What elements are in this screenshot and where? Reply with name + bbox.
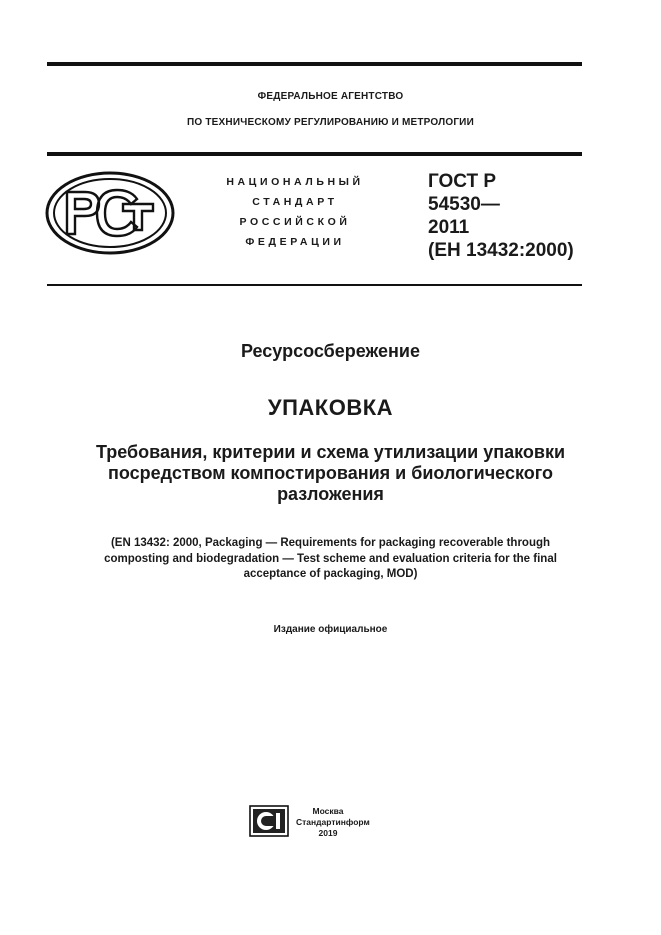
- english-reference-line-2: composting and biodegradation — Test scheme and evaluation criteria for the final: [104, 552, 557, 565]
- standard-word-2: СТАНДАРТ: [252, 196, 338, 208]
- agency-line-2: ПО ТЕХНИЧЕСКОМУ РЕГУЛИРОВАНИЮ И МЕТРОЛОГИИ: [187, 117, 474, 128]
- publisher-block: [296, 806, 370, 839]
- standard-word-4: ФЕДЕРАЦИИ: [245, 236, 345, 248]
- english-reference: [0, 536, 661, 583]
- standard-word-1: НАЦИОНАЛЬНЫЙ: [226, 176, 364, 188]
- designation-line-4: (ЕН 13432:2000): [428, 240, 574, 261]
- standard-designation: [428, 170, 574, 262]
- english-reference-line-3: acceptance of packaging, MOD): [243, 568, 418, 580]
- document-category: Ресурсосбережение: [240, 341, 421, 361]
- national-standard-label: [200, 172, 390, 252]
- agency-line-1: ФЕДЕРАЛЬНОЕ АГЕНТСТВО: [257, 91, 404, 102]
- document-subtitle: [0, 442, 661, 505]
- english-reference-line-1: (EN 13432: 2000, Packaging — Requirements for packaging recoverable through: [110, 537, 551, 549]
- subtitle-line-1: Требования, критерии и схема утилизации упаковки: [95, 442, 566, 462]
- publisher-name: Стандартинформ: [296, 817, 370, 827]
- rst-gost-logo-icon: [45, 170, 175, 261]
- designation-line-2: 54530—: [428, 194, 500, 215]
- edition-note: Издание официальное: [273, 624, 388, 635]
- standard-word-3: РОССИЙСКОЙ: [239, 216, 351, 228]
- publisher-year: 2019: [318, 828, 338, 838]
- header-divider-rule: [47, 152, 582, 156]
- top-rule: [47, 62, 582, 66]
- subtitle-line-2: посредством компостирования и биологического: [107, 463, 553, 483]
- standartinform-logo-icon: [249, 805, 289, 842]
- subtitle-line-3: разложения: [277, 484, 384, 504]
- title-block-rule: [47, 284, 582, 286]
- document-title: УПАКОВКА: [267, 395, 394, 420]
- designation-line-3: 2011: [428, 217, 470, 238]
- designation-line-1: ГОСТ Р: [428, 171, 497, 192]
- publisher-city: Москва: [312, 806, 344, 816]
